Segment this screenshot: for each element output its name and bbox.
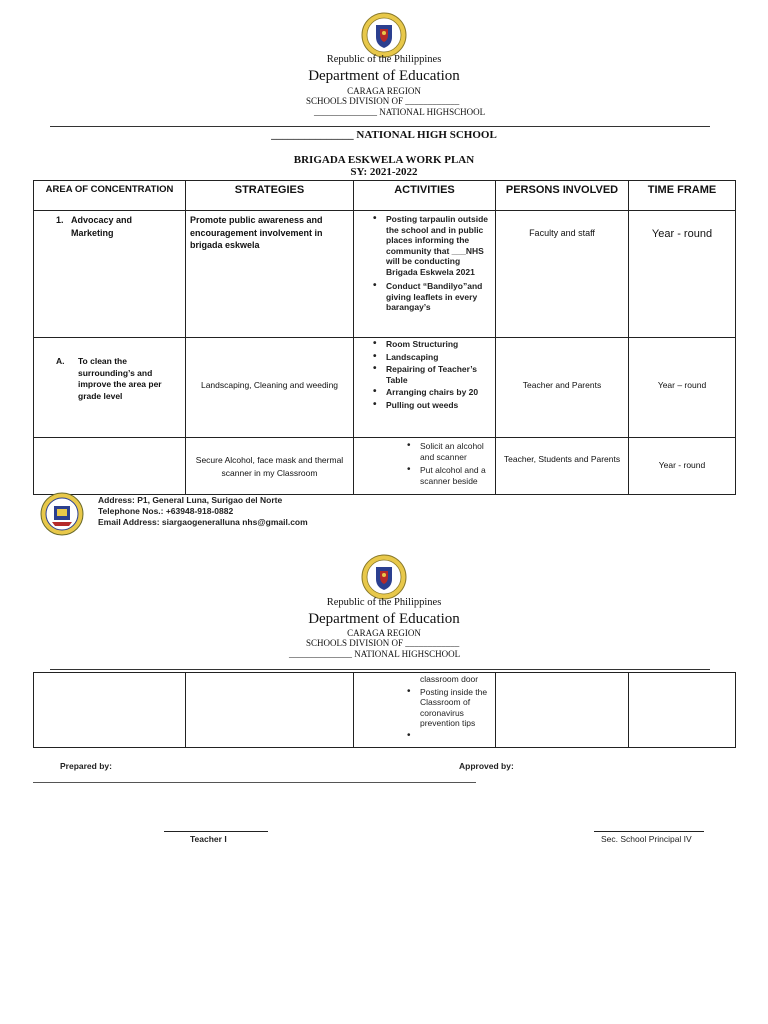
work-plan-table	[33, 180, 736, 495]
school-subline: ______________ NATIONAL HIGHSCHOOL	[314, 107, 486, 117]
list-item: • Solicit an alcohol and scanner	[402, 441, 491, 462]
activities-cell	[354, 673, 496, 748]
col-header-persons: PERSONS INVOLVED	[496, 181, 629, 211]
table-row	[34, 673, 736, 748]
area-number: A.	[56, 356, 65, 366]
area-text: To clean the surrounding’s and improve the area per grade level	[78, 356, 162, 401]
school-seal-icon	[40, 492, 84, 536]
signature-line-principal	[594, 831, 704, 832]
header-rule	[50, 669, 710, 670]
deped-seal-icon	[361, 554, 407, 600]
list-item: • Posting tarpaulin outside the school and in public places informing the community that ___NHS will be conducting Brigada Eskwela 2021	[368, 214, 491, 277]
time-text: Year - round	[658, 460, 706, 470]
strategy-cell	[186, 673, 354, 748]
time-text: Year – round	[657, 380, 707, 391]
strategy-cell	[186, 211, 354, 338]
region-line: CARAGA REGION	[347, 628, 421, 638]
table-row	[34, 338, 736, 438]
time-cell	[629, 211, 736, 338]
school-year: SY: 2021-2022	[350, 166, 418, 178]
work-plan-table-continued	[33, 672, 736, 748]
strategy-cell	[186, 438, 354, 495]
list-item: • Pulling out weeds	[368, 400, 491, 411]
region-line: CARAGA REGION	[347, 86, 421, 96]
time-cell	[629, 338, 736, 438]
signatory-teacher-title: Teacher I	[190, 834, 227, 844]
strategy-text: Secure Alcohol, face mask and thermal scanner in my Classroom	[195, 455, 344, 478]
list-item	[402, 731, 491, 741]
list-item: • Posting inside the Classroom of coronavirus prevention tips	[402, 687, 491, 729]
approved-by-label: Approved by:	[459, 761, 514, 771]
signature-line-teacher	[164, 831, 268, 832]
col-header-area: AREA OF CONCENTRATION	[34, 181, 186, 211]
header-rule	[50, 126, 710, 127]
strategy-cell	[186, 338, 354, 438]
plan-title: BRIGADA ESKWELA WORK PLAN	[293, 154, 475, 166]
school-name-line: _______________ NATIONAL HIGH SCHOOL	[271, 129, 497, 141]
strategy-text: Landscaping, Cleaning and weeding	[200, 380, 339, 391]
republic-line: Republic of the Philippines	[326, 597, 442, 608]
footer-email: Email Address: siargaogeneralluna nhs@gmail.com	[98, 517, 308, 527]
persons-cell	[496, 438, 629, 495]
signatory-principal-title: Sec. School Principal IV	[601, 834, 692, 844]
list-item: • Put alcohol and a scanner beside	[402, 465, 491, 486]
table-row	[34, 438, 736, 495]
area-cell	[34, 438, 186, 495]
persons-text: Teacher, Students and Parents	[503, 454, 621, 464]
time-cell	[629, 673, 736, 748]
footer-address: Address: P1, General Luna, Surigao del Norte	[98, 495, 283, 505]
persons-cell	[496, 673, 629, 748]
list-item: • Room Structuring	[368, 339, 491, 350]
deped-seal-icon	[361, 12, 407, 58]
department-title: Department of Education	[308, 68, 460, 84]
footer-telephone: Telephone Nos.: +63948-918-0882	[98, 506, 234, 516]
persons-text: Teacher and Parents	[522, 380, 602, 391]
division-line: SCHOOLS DIVISION OF ____________	[306, 638, 460, 648]
activities-cell	[354, 438, 496, 495]
persons-cell	[496, 338, 629, 438]
col-header-activities: ACTIVITIES	[354, 181, 496, 211]
list-item: • Conduct “Bandilyo”and giving leaflets in every barangay’s	[368, 281, 491, 313]
table-header-row	[34, 181, 736, 211]
signature-rule	[33, 782, 476, 783]
area-cell	[34, 338, 186, 438]
area-text: Advocacy and Marketing	[71, 215, 133, 238]
department-title: Department of Education	[308, 611, 460, 627]
activity-continuation: classroom door	[420, 674, 479, 684]
list-item: • Arranging chairs by 20	[368, 387, 491, 398]
col-header-strategies: STRATEGIES	[186, 181, 354, 211]
area-cell	[34, 673, 186, 748]
col-header-time: TIME FRAME	[629, 181, 736, 211]
table-row	[34, 211, 736, 338]
list-item: • Landscaping	[368, 352, 491, 363]
activities-cell	[354, 338, 496, 438]
list-item: • Repairing of Teacher’s Table	[368, 364, 491, 385]
area-cell	[34, 211, 186, 338]
prepared-by-label: Prepared by:	[60, 761, 112, 771]
strategy-text: Promote public awareness and encouragement involvement in brigada eskwela	[190, 215, 323, 250]
persons-cell	[496, 211, 629, 338]
division-line: SCHOOLS DIVISION OF ____________	[306, 96, 460, 106]
area-number: 1.	[56, 215, 64, 225]
persons-text: Faculty and staff	[529, 228, 595, 238]
time-text: Year - round	[651, 228, 713, 240]
activities-cell	[354, 211, 496, 338]
time-cell	[629, 438, 736, 495]
republic-line: Republic of the Philippines	[326, 54, 442, 65]
school-subline: ______________ NATIONAL HIGHSCHOOL	[289, 649, 461, 659]
